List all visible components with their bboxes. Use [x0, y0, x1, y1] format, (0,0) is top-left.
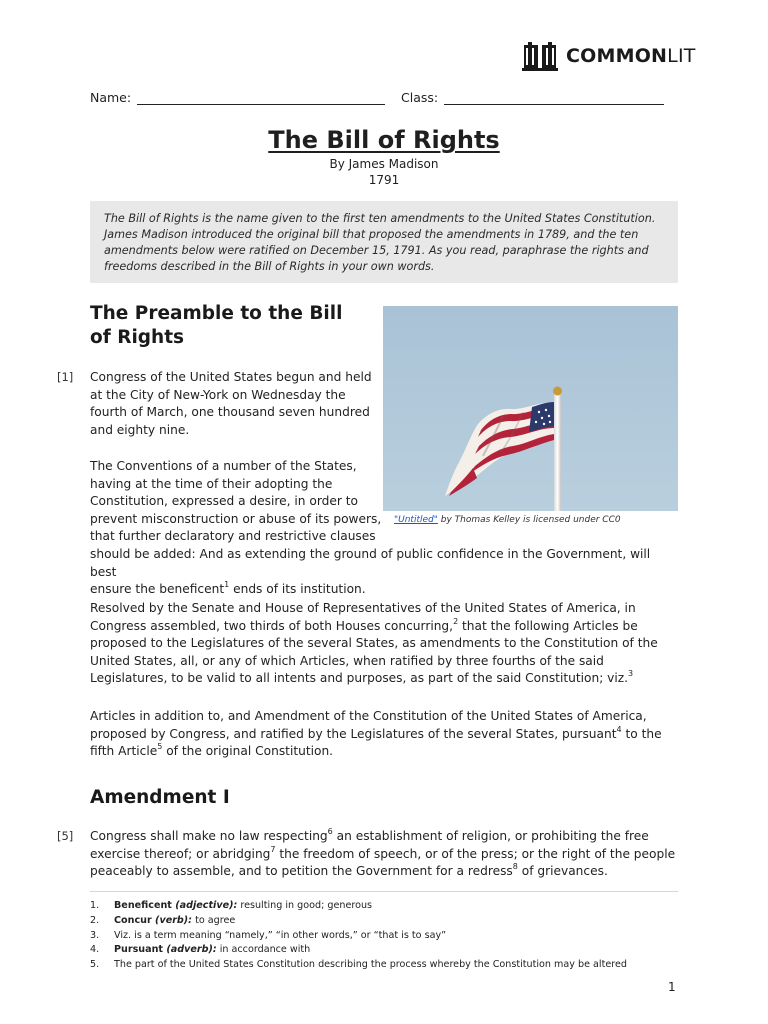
footnote-ref-7[interactable]: 7: [270, 844, 276, 854]
intro-box: The Bill of Rights is the name given to the first ten amendments to the United States Constitution. James Madison introduced the original bill that proposed the amendments in 1789, and the ten amendments below were ratified on December 15, 1791. As you read, paraphrase the rights and freedoms described in the Bill of Rights in your own words.: [90, 201, 678, 283]
footnote-ref-1[interactable]: 1: [224, 580, 230, 590]
footnote-ref-3[interactable]: 3: [628, 669, 634, 679]
name-label: Name:: [90, 90, 132, 105]
amendment-1-text: Congress shall make no law respecting$^6$ an establishment of religion, or prohibiting the free exercise thereof; or abridging$^7$ the freedom of speech, or of the press; or the right of the people peaceably to assemble, and to petition the Government for a redress$^8$ of grievances.: [90, 827, 676, 879]
photo-caption: "Untitled" by Thomas Kelley is licensed under CC0: [394, 515, 621, 525]
commonlit-logo: [522, 41, 696, 71]
footnote-ref-4[interactable]: 4: [616, 724, 622, 734]
logo-wordmark: COMMONLIT: [566, 45, 696, 67]
paragraph-marker-1: [1]: [57, 370, 74, 384]
class-field[interactable]: [401, 90, 664, 105]
author-byline: By James Madison: [329, 157, 439, 171]
footnote-item: 5. The part of the United States Constitution describing the process whereby the Constitution may be altered: [90, 959, 627, 971]
footnote-ref-6[interactable]: 6: [327, 827, 333, 836]
footnotes-list: [90, 899, 680, 973]
name-line[interactable]: [137, 91, 385, 105]
page-number: 1: [668, 980, 676, 994]
preamble-paragraph-2: The Conventions of a number of the States, having at the time of their adopting the Constitution, expressed a desire, in order to prevent misconstruction or abuse of its powers, that further declaratory and restrictive clauses should be added: And as extending the ground of public confidence in the Government, will best ensure the beneficent$^1$ ends of its institution.: [90, 459, 651, 597]
class-line[interactable]: [444, 91, 664, 105]
publication-year: 1791: [368, 173, 400, 187]
preamble-paragraph-4: Articles in addition to, and Amendment of the Constitution of the United States of America, proposed by Congress, and ratified by the Legislatures of the several States, pursuant$^4$ to the fifth Article$^5$ of the original Constitution.: [90, 709, 662, 759]
footnote-ref-2[interactable]: 2: [453, 616, 459, 626]
amendment-1-heading: Amendment I: [90, 787, 230, 808]
footnote-ref-8[interactable]: 8: [512, 862, 518, 872]
footnote-ref-5[interactable]: 5: [157, 742, 163, 752]
footnote-item: 3. Viz. is a term meaning “namely,” “in other words,” or “that is to say”: [90, 929, 447, 941]
open-book-icon: [522, 41, 558, 71]
footnote-item: 2. Concur (verb): to agree: [90, 914, 236, 926]
footnote-divider: [90, 891, 678, 892]
class-label: Class:: [401, 90, 439, 105]
preamble-paragraph-3: Resolved by the Senate and House of Representatives of the United States of America, in Congress assembled, two thirds of both Houses concurring,$^2$ that the following Articles be proposed to the Legislatures of the several States, as amendments to the Constitution of the United States, all, or any of which Articles, when ratified by three fourths of the said Legislatures, to be valid to all intents and purposes, as part of the said Constitution; viz.$^3$: [90, 601, 658, 686]
photo-source-link[interactable]: "Untitled": [394, 515, 438, 525]
footnote-item: 1. Beneficent (adjective): resulting in good; generous: [90, 900, 373, 911]
footnote-item: 4. Pursuant (adverb): in accordance with: [90, 944, 311, 956]
name-field[interactable]: [90, 90, 385, 105]
document-title: The Bill of Rights: [268, 126, 500, 154]
preamble-paragraph-1: Congress of the United States begun and held at the City of New-York on Wednesday the fourth of March, one thousand seven hundred and eighty nine.: [90, 370, 372, 437]
paragraph-marker-5: [5]: [57, 829, 74, 843]
preamble-heading: The Preamble to the Bill of Rights: [90, 303, 343, 348]
